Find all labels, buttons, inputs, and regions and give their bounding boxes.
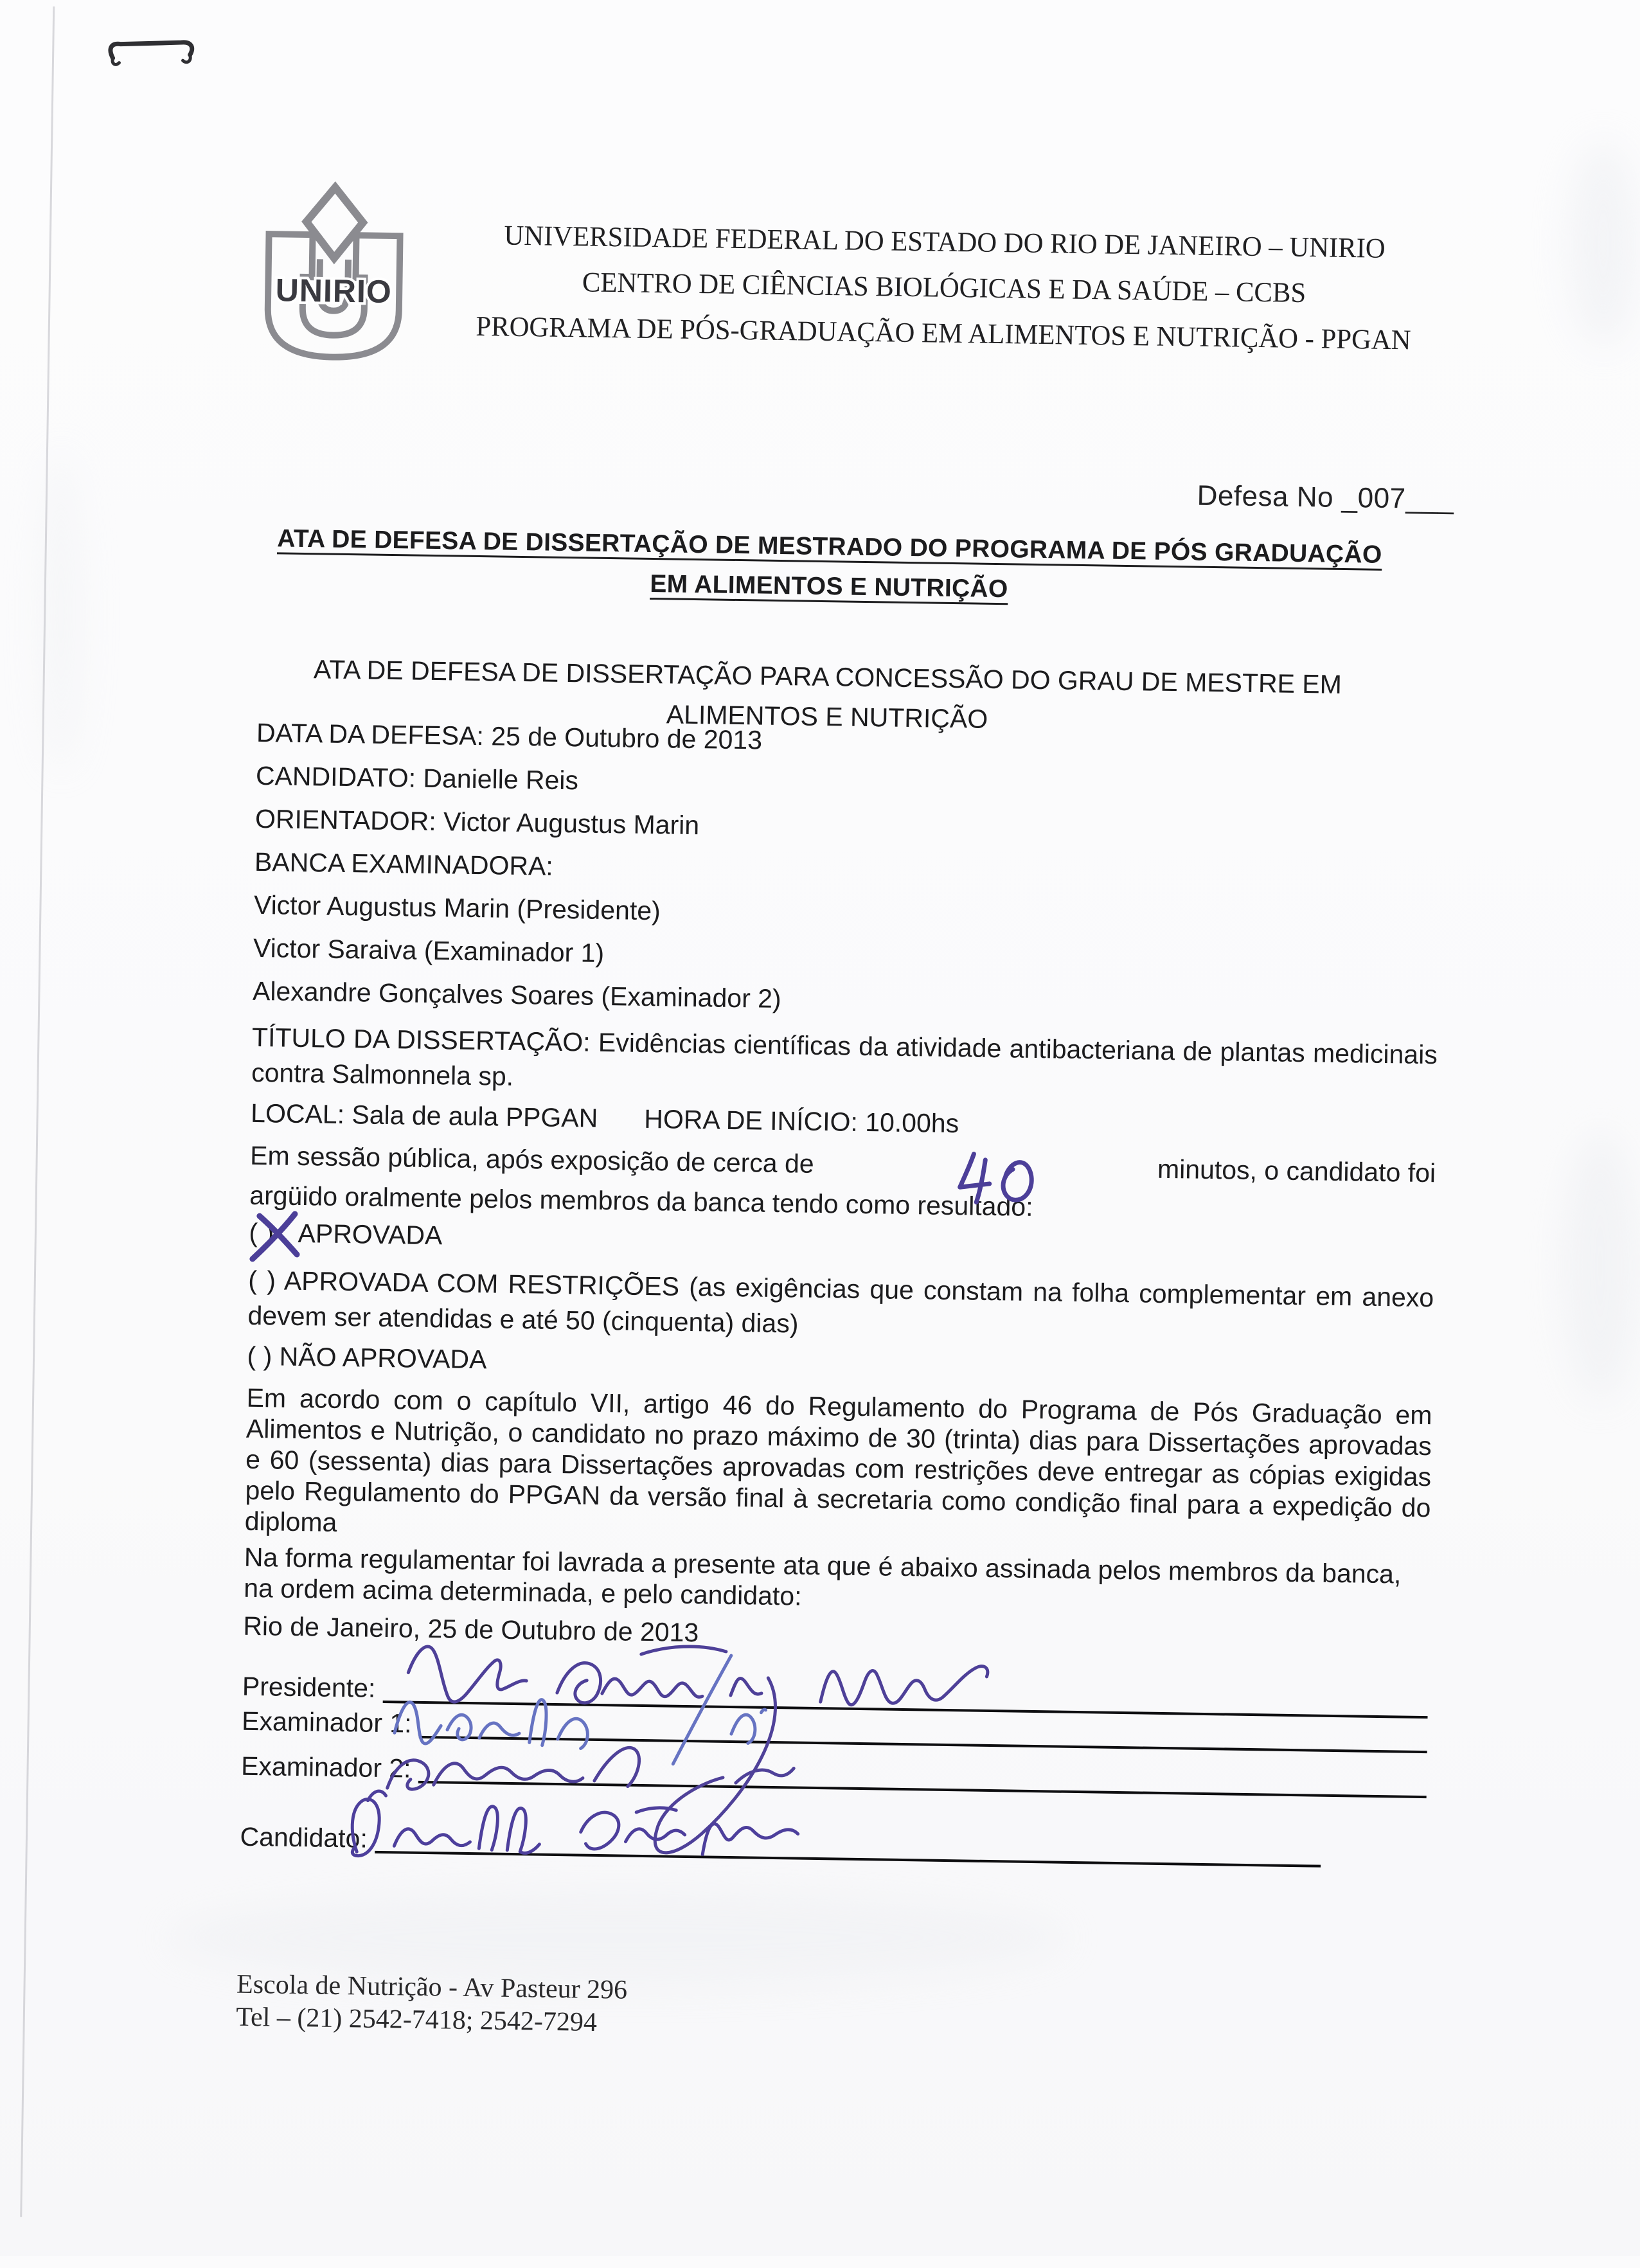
signature-label-examinador-2: Examinador 2:	[240, 1751, 411, 1783]
logo-unirio-text: UNIRIO	[275, 272, 393, 310]
institution-line-3: PROGRAMA DE PÓS-GRADUAÇÃO EM ALIMENTOS E NUTRIÇÃO - PPGAN	[476, 310, 1411, 356]
footer-phone: Tel – (21) 2542-7418; 2542-7294	[236, 2002, 598, 2038]
signature-label-examinador-1: Examinador 1:	[241, 1706, 412, 1738]
session-sentence-line-1	[250, 1141, 1436, 1188]
main-title-line-1: ATA DE DEFESA DE DISSERTAÇÃO DE MESTRADO DO PROGRAMA DE PÓS GRADUAÇÃO	[276, 524, 1382, 569]
option-aprovada-checkbox: ( )	[249, 1217, 274, 1248]
institution-header	[416, 211, 1472, 364]
staple-mark	[111, 41, 192, 66]
option-aprovada-label: APROVADA	[298, 1218, 443, 1251]
signature-line-examinador-2	[418, 1749, 1427, 1798]
scanner-edge-line	[21, 6, 54, 2217]
option-aprovada-com-restricoes: ( ) APROVADA COM RESTRIÇÕES (as exigências que constam na folha complementar em anexo devem ser atendidas e até 50 (cinquenta) dias)	[247, 1265, 1434, 1339]
option-aprovada	[249, 1218, 443, 1251]
footer	[236, 1969, 628, 2040]
option-nao-aprovada: ( ) NÃO APROVADA	[247, 1341, 487, 1375]
footer-address: Escola de Nutrição - Av Pasteur 296	[236, 1969, 628, 2005]
banca-member-2: Victor Saraiva (Examinador 1)	[253, 933, 605, 968]
banca-member-1: Victor Augustus Marin (Presidente)	[253, 889, 661, 926]
institution-line-1: UNIVERSIDADE FEDERAL DO ESTADO DO RIO DE JANEIRO – UNIRIO	[504, 219, 1386, 264]
banca-member-3: Alexandre Gonçalves Soares (Examinador 2)	[252, 976, 782, 1014]
field-local: LOCAL: Sala de aula PPGAN	[250, 1098, 598, 1133]
local-hora-line	[251, 1098, 959, 1139]
form-fields	[252, 718, 1442, 1037]
field-banca-label: BANCA EXAMINADORA:	[254, 846, 554, 881]
field-orientador: ORIENTADOR: Victor Augustus Marin	[254, 803, 700, 841]
field-data-defesa: DATA DA DEFESA: 25 de Outubro de 2013	[256, 717, 763, 755]
field-candidato: CANDIDATO: Danielle Reis	[255, 760, 579, 796]
signature-row-candidato	[240, 1819, 1321, 1868]
dissertation-title-paragraph: TÍTULO DA DISSERTAÇÃO: Evidências científicas da atividade antibacteriana de plantas medicinais contra Salmonnela sp.	[251, 1022, 1438, 1091]
unirio-logo	[247, 180, 420, 370]
city-date-line: Rio de Janeiro, 25 de Outubro de 2013	[243, 1611, 699, 1648]
signature-label-candidato: Candidato:	[240, 1821, 368, 1853]
subtitle-line-2: ALIMENTOS E NUTRIÇÃO	[666, 699, 988, 734]
closing-paragraph: Na forma regulamentar foi lavrada a presente ata que é abaixo assinada pelos membros da banca, na ordem acima determinada, e pelo candidato:	[243, 1542, 1402, 1611]
subtitle-line-1: ATA DE DEFESA DE DISSERTAÇÃO PARA CONCESSÃO DO GRAU DE MESTRE EM	[313, 654, 1342, 699]
main-title-line-2: EM ALIMENTOS E NUTRIÇÃO	[650, 569, 1008, 603]
defense-number: Defesa No _007___	[1197, 479, 1454, 515]
main-title	[236, 518, 1423, 615]
session-sentence-line-2: argüido oralmente pelos membros da banca tendo como resultado:	[249, 1180, 1033, 1222]
signature-line-candidato	[375, 1819, 1321, 1868]
session-text-before-gap: Em sessão pública, após exposição de cerca de	[249, 1140, 814, 1179]
field-hora-inicio: HORA DE INÍCIO: 10.00hs	[643, 1103, 959, 1139]
signature-row-examinador-2	[241, 1749, 1427, 1798]
institution-line-2: CENTRO DE CIÊNCIAS BIOLÓGICAS E DA SAÚDE – CCBS	[582, 266, 1306, 309]
session-text-after-gap: minutos, o candidato foi	[1157, 1154, 1436, 1188]
signature-label-presidente: Presidente:	[242, 1671, 376, 1703]
regulation-paragraph: Em acordo com o capítulo VII, artigo 46 do Regulamento do Programa de Pós Graduação em Alimentos e Nutrição, o candidato no prazo máximo de 30 (trinta) dias para Dissertações aprovadas e 60 (sessenta) dias para Dissertações aprovadas com restrições deve entregar as cópias exigidas pelo Regulamento do PPGAN da versão final à secretaria como condição final para a expedição do diploma	[244, 1382, 1432, 1537]
